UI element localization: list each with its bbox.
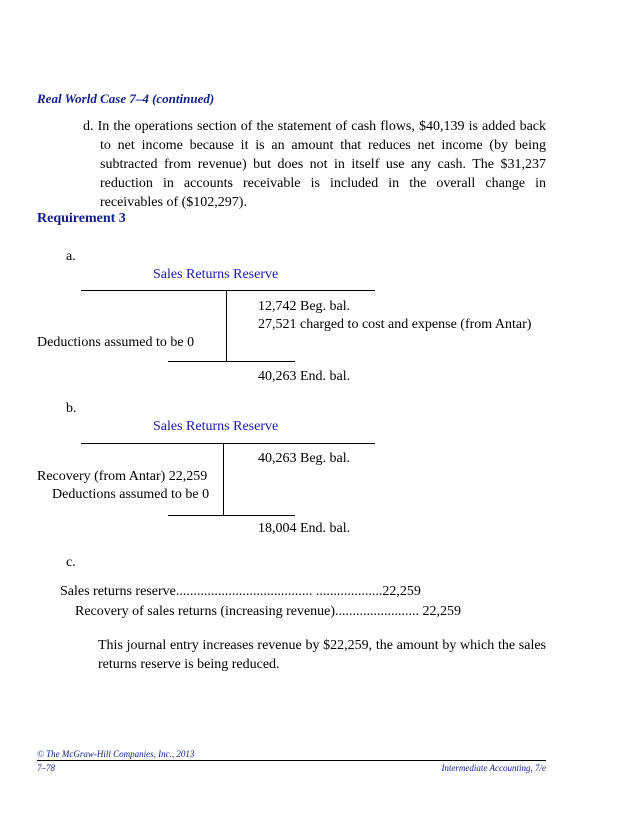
footer-page-number: 7–78	[37, 763, 55, 773]
requirement-heading: Requirement 3	[37, 211, 126, 226]
t-account-b-ending: 18,004 End. bal.	[258, 521, 351, 536]
part-a-label: a.	[66, 249, 76, 264]
t-account-a-credit-2: 27,521 charged to cost and expense (from Antar)	[258, 317, 532, 332]
journal-credit-line: Recovery of sales returns (increasing revenue)........................ 22,259	[75, 604, 462, 619]
footer-book-title: Intermediate Accounting, 7/e	[441, 763, 546, 773]
part-c-label: c.	[66, 555, 76, 570]
part-b-label: b.	[66, 401, 77, 416]
journal-explanation: This journal entry increases revenue by $22,259, the amount by which the sales returns reserve is being reduced.	[98, 638, 546, 672]
footer-copyright: © The McGraw-Hill Companies, Inc., 2013	[37, 749, 195, 759]
t-account-b-credit-1: 40,263 Beg. bal.	[258, 451, 351, 466]
part-d-paragraph: d. In the operations section of the statement of cash flows, $40,139 is added back to net income because it is an amount that reduces net income (by being subtracted from revenue) but does not in itself use any cash. The $31,237 reduction in accounts receivable is included in the overall change in receivables of ($102,297).	[83, 119, 546, 210]
t-account-a-credit-1: 12,742 Beg. bal.	[258, 299, 351, 314]
t-account-b-debit-2: Deductions assumed to be 0	[52, 487, 210, 502]
t-account-b-top-rule	[81, 443, 375, 444]
t-account-b-title: Sales Returns Reserve	[153, 419, 279, 434]
t-account-b-debit-1: Recovery (from Antar) 22,259	[37, 469, 208, 484]
t-account-a-divider	[226, 290, 227, 362]
t-account-a-top-rule	[81, 290, 375, 291]
t-account-b-divider	[223, 443, 224, 516]
journal-debit-line: Sales returns reserve....................................... ...................22,259	[60, 584, 421, 599]
t-account-a-debit-1: Deductions assumed to be 0	[37, 335, 195, 350]
t-account-b-total-rule	[168, 515, 295, 516]
footer-rule	[37, 760, 546, 761]
t-account-a-title: Sales Returns Reserve	[153, 267, 279, 282]
t-account-a-total-rule	[168, 361, 295, 362]
t-account-a-ending: 40,263 End. bal.	[258, 369, 351, 384]
case-title: Real World Case 7–4 (continued)	[37, 91, 215, 106]
